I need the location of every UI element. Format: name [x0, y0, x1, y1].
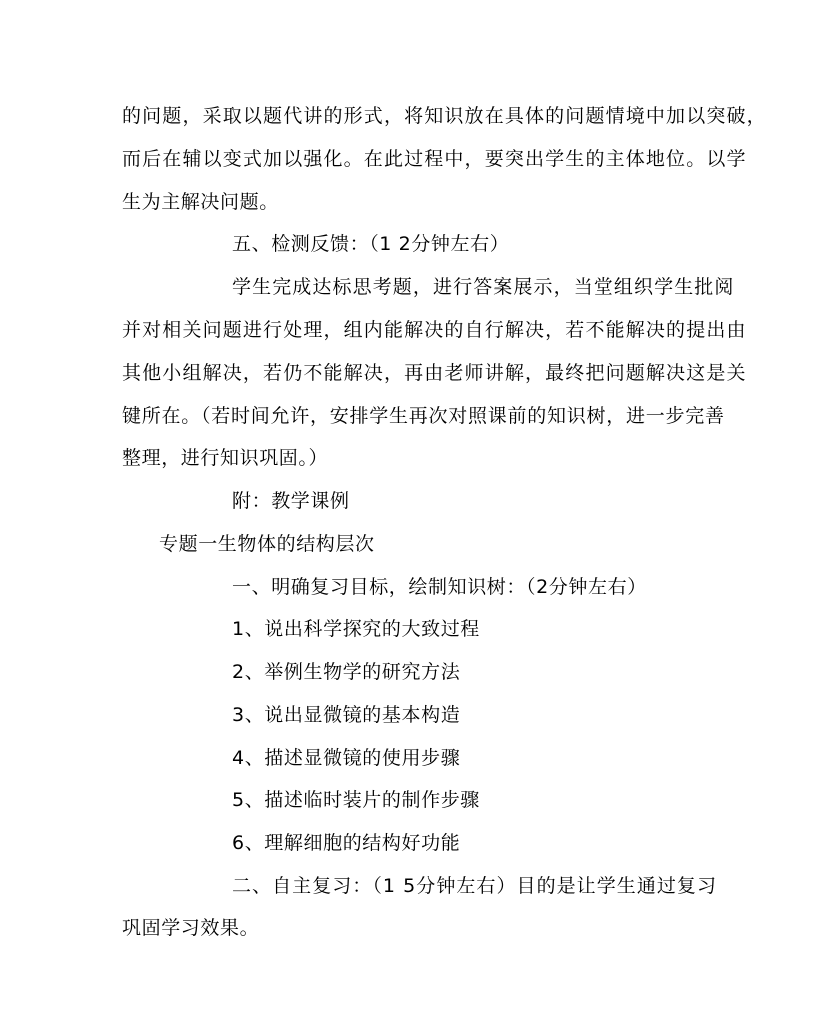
goal-list-item: 5、描述临时装片的制作步骤: [232, 789, 480, 811]
goal-list-item: 6、理解细胞的结构好功能: [232, 832, 461, 854]
body-paragraph-line: 生为主解决问题。: [122, 191, 279, 213]
body-paragraph-line: 其他小组解决，若仍不能解决，再由老师讲解，最终把问题解决这是关: [122, 362, 747, 384]
body-paragraph-line: 整理，进行知识巩固。）: [122, 447, 329, 469]
section-heading-feedback: 五、检测反馈：（1 2分钟左右）: [232, 233, 510, 255]
body-paragraph-line: 学生完成达标思考题，进行答案展示，当堂组织学生批阅: [232, 276, 735, 298]
body-paragraph-line: 巩固学习效果。: [122, 917, 260, 939]
topic-title: 专题一生物体的结构层次: [159, 533, 375, 555]
goal-list-item: 1、说出科学探究的大致过程: [232, 618, 480, 640]
body-paragraph-line: 的问题，采取以题代讲的形式，将知识放在具体的问题情境中加以突破，: [122, 105, 767, 127]
goal-list-item: 2、举例生物学的研究方法: [232, 661, 461, 683]
body-paragraph-line: 而后在辅以变式加以强化。在此过程中，要突出学生的主体地位。以学: [122, 148, 747, 170]
body-paragraph-line: 并对相关问题进行处理，组内能解决的自行解决，若不能解决的提出由: [122, 319, 747, 341]
section-heading-goals: 一、明确复习目标，绘制知识树：（2分钟左右）: [232, 576, 647, 598]
goal-list-item: 4、描述显微镜的使用步骤: [232, 747, 461, 769]
goal-list-item: 3、说出显微镜的基本构造: [232, 704, 461, 726]
appendix-heading: 附：教学课例: [232, 490, 350, 512]
body-paragraph-line: 键所在。（若时间允许，安排学生再次对照课前的知识树，进一步完善: [122, 405, 725, 427]
section-heading-self-review: 二、自主复习：（1 5分钟左右）目的是让学生通过复习: [232, 875, 718, 897]
